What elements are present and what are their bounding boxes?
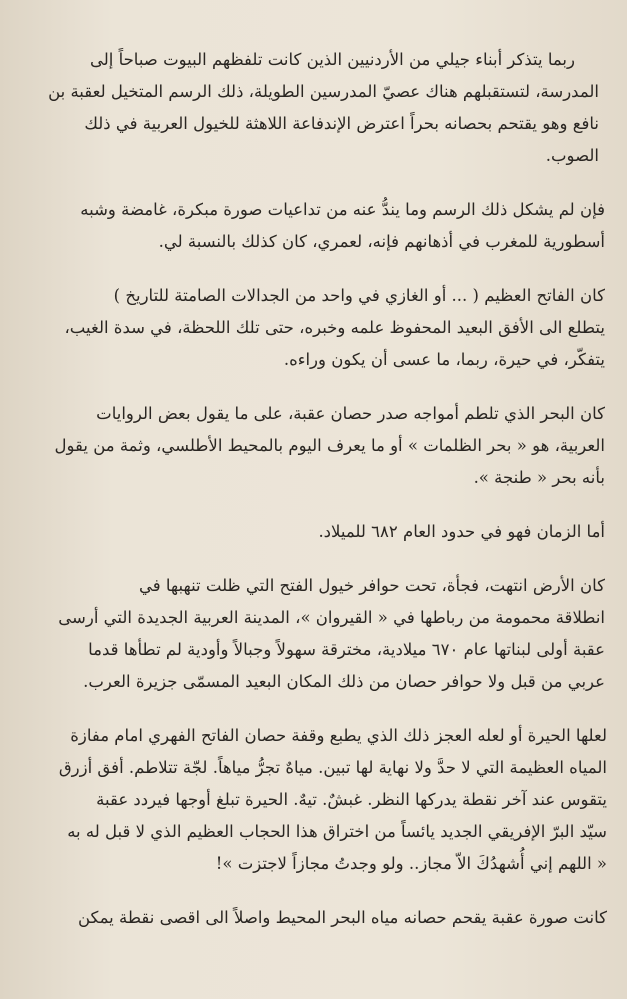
text-line: كان الفاتح العظيم ( ... أو الغازي في واحد من الجدالات الصامتة للتاريخ ) bbox=[113, 286, 605, 305]
paragraph bbox=[0, 902, 627, 934]
text-line: يتطلع الى الأفق البعيد المحفوظ علمه وخبره، حتى تلك اللحظة، في سدة الغيب، bbox=[64, 318, 605, 337]
text-line: بأنه بحر « طنجة ». bbox=[473, 468, 605, 487]
text-line: يتفكّر، في حيرة، ربما، ما عسى أن يكون وراءه. bbox=[283, 350, 605, 369]
text-line: نافع وهو يقتحم بحصانه بحراً اعترض الإندفاعة اللاهثة للخيول العربية في ذلك bbox=[84, 114, 599, 133]
text-line: لعلها الحيرة أو لعله العجز ذلك الذي يطبع وقفة حصان الفاتح الفهري امام مفازة bbox=[70, 726, 607, 745]
paragraph bbox=[0, 280, 627, 376]
text-line: يتقوس عند آخر نقطة يدركها النظر. غبشٌ. تيهٌ. الحيرة تبلغ أوجها فيردد عقبة bbox=[96, 790, 607, 809]
text-line: ربما يتذكر أبناء جيلي من الأردنيين الذين كانت تلفظهم البيوت صباحاً إلى bbox=[89, 50, 575, 69]
paragraph bbox=[0, 194, 627, 258]
text-line: سيّد البرّ الإفريقي الجديد يائساً من اختراق هذا الحجاب العظيم الذي لا قبل له به bbox=[67, 822, 607, 841]
paragraph bbox=[0, 516, 627, 548]
paragraph bbox=[0, 398, 627, 494]
text-line: عقبة أولى لبناتها عام ٦٧٠ ميلادية، مخترقة سهولاً وجبالاً وأودية لم تطأها قدما bbox=[88, 640, 605, 659]
text-line: عربي من قبل ولا حوافر حصان من ذلك المكان البعيد المسمّى جزيرة العرب. bbox=[83, 672, 605, 691]
text-line: أسطورية للمغرب في أذهانهم فإنه، لعمري، كان كذلك بالنسبة لي. bbox=[158, 232, 605, 251]
text-line: كانت صورة عقبة يقحم حصانه مياه البحر المحيط واصلاً الى اقصى نقطة يمكن bbox=[77, 908, 607, 927]
text-line: أما الزمان فهو في حدود العام ٦٨٢ للميلاد. bbox=[318, 522, 605, 541]
text-line: فإن لم يشكل ذلك الرسم وما يندُّ عنه من تداعيات صورة مبكرة، غامضة وشبه bbox=[80, 200, 605, 219]
page-text bbox=[0, 44, 627, 956]
text-line: انطلاقة محمومة من رباطها في « القيروان »، المدينة العربية الجديدة التي أرسى bbox=[58, 608, 605, 627]
text-line: الصوب. bbox=[545, 146, 599, 165]
text-line: المدرسة، لتستقبلهم هناك عصيّ المدرسين الطويلة، ذلك الرسم المتخيل لعقبة بن bbox=[48, 82, 599, 101]
paragraph bbox=[0, 44, 627, 172]
text-line: كان البحر الذي تلطم أمواجه صدر حصان عقبة، على ما يقول بعض الروايات bbox=[96, 404, 605, 423]
text-line: كان الأرض انتهت، فجأة، تحت حوافر خيول الفتح التي ظلت تنهبها في bbox=[138, 576, 605, 595]
text-line: العربية، هو « بحر الظلمات » أو ما يعرف اليوم بالمحيط الأطلسي، وثمة من يقول bbox=[54, 436, 605, 455]
text-line: المياه العظيمة التي لا حدَّ ولا نهاية لها تبين. مياهٌ تجرُّ مياهاً. لجّة تتلاطم. أفق أزرق bbox=[58, 758, 607, 777]
paragraph bbox=[0, 570, 627, 698]
text-line: « اللهم إني أُشهدُكَ الاّ مجاز.. ولو وجدتُ مجازاً لاجتزت »! bbox=[215, 854, 607, 873]
paragraph bbox=[0, 720, 627, 880]
